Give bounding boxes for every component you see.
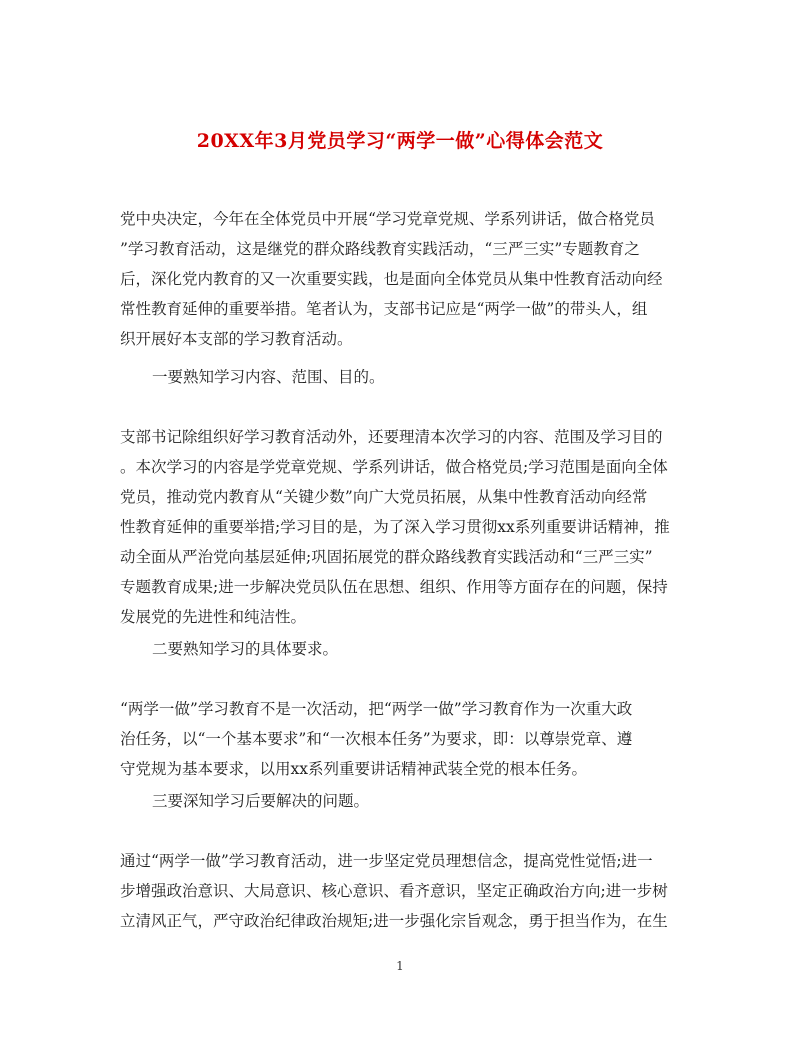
text-line: 常性教育延伸的重要举措。笔者认为，支部书记应是“两学一做”的带头人，组: [120, 300, 648, 318]
document-title: 20XX年3月党员学习“两学一做”心得体会范文: [196, 129, 604, 152]
text-line: 步增强政治意识、大局意识、核心意识、看齐意识，坚定正确政治方向;进一步树: [120, 882, 668, 900]
text-line: 性教育延伸的重要举措;学习目的是，为了深入学习贯彻xx系列重要讲话精神，推: [120, 518, 670, 536]
paragraph-2: [120, 422, 682, 632]
text-line: 。本次学习的内容是学党章党规、学系列讲话，做合格党员;学习范围是面向全体: [120, 458, 668, 476]
text-line: 织开展好本支部的学习教育活动。: [120, 330, 353, 348]
section-heading-3: 三要深知学习后要解决的问题。: [152, 792, 370, 810]
text-line: 发展党的先进性和纯洁性。: [120, 608, 307, 626]
text-line: 动全面从严治党向基层延伸;巩固拓展党的群众路线教育实践活动和“三严三实”: [120, 548, 653, 566]
text-line: “两学一做”学习教育不是一次活动，把“两学一做”学习教育作为一次重大政: [120, 700, 633, 718]
text-line: 治任务，以“一个基本要求”和“一次根本任务”为要求，即：以尊崇党章、遵: [120, 730, 633, 748]
text-line: 党员，推动党内教育从“关键少数”向广大党员拓展，从集中性教育活动向经常: [120, 488, 648, 506]
section-heading-1: 一要熟知学习内容、范围、目的。: [152, 368, 385, 386]
text-line: 专题教育成果;进一步解决党员队伍在思想、组织、作用等方面存在的问题，保持: [120, 578, 668, 596]
text-line: 通过“两学一做”学习教育活动，进一步坚定党员理想信念，提高党性觉悟;进一: [120, 852, 653, 870]
text-line: 守党规为基本要求，以用xx系列重要讲话精神武装全党的根本任务。: [120, 760, 587, 778]
page-number: 1: [396, 959, 404, 973]
section-heading-2: 二要熟知学习的具体要求。: [152, 640, 339, 658]
text-line: 支部书记除组织好学习教育活动外，还要理清本次学习的内容、范围及学习目的: [120, 428, 663, 446]
paragraph-4: [120, 846, 682, 936]
text-line: 后，深化党内教育的又一次重要实践，也是面向全体党员从集中性教育活动向经: [120, 270, 663, 288]
text-line: ”学习教育活动，这是继党的群众路线教育实践活动，“三严三实”专题教育之: [120, 240, 640, 258]
text-line: 立清风正气，严守政治纪律政治规矩;进一步强化宗旨观念，勇于担当作为，在生: [120, 912, 668, 930]
paragraph-1: [120, 204, 682, 354]
paragraph-3: [120, 694, 682, 784]
text-line: 党中央决定，今年在全体党员中开展“学习党章党规、学系列讲话，做合格党员: [120, 210, 655, 228]
